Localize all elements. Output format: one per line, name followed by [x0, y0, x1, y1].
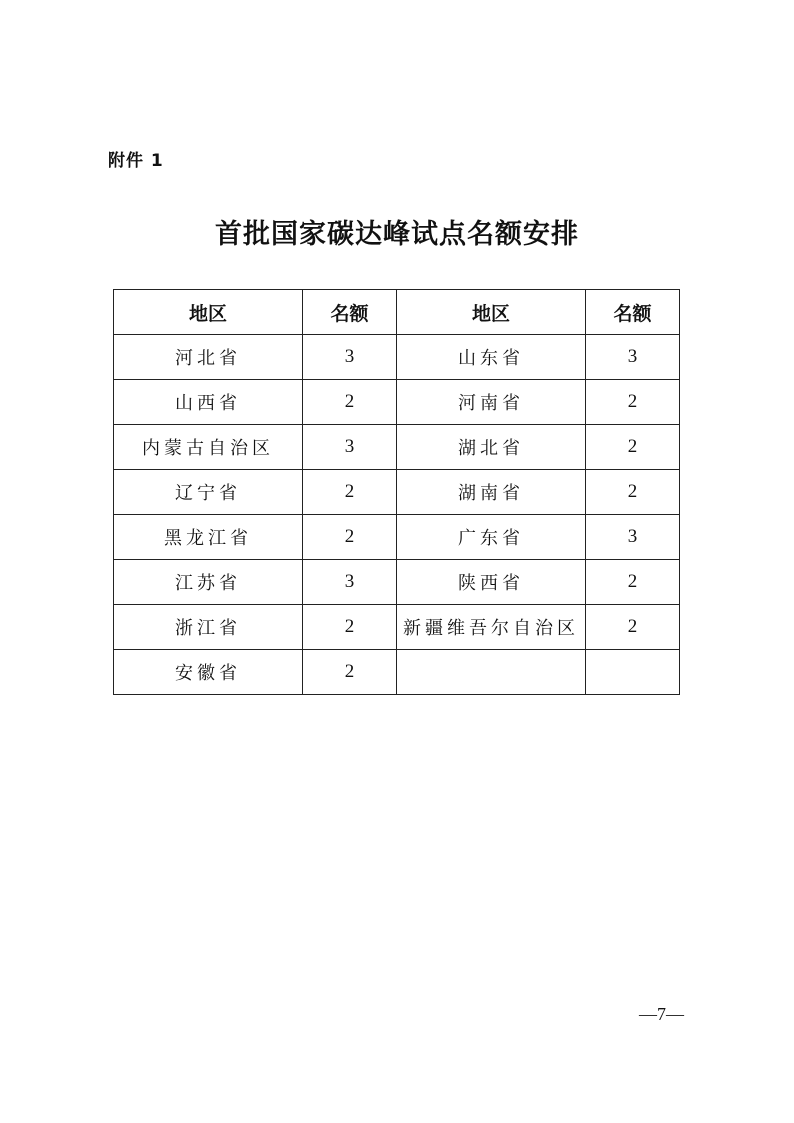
- table-row: [114, 335, 680, 380]
- region-cell: 安徽省: [114, 650, 303, 695]
- quota-cell: 2: [303, 470, 397, 515]
- page-number: —7—: [639, 1004, 684, 1024]
- quota-cell: 3: [303, 560, 397, 605]
- table-row: [114, 515, 680, 560]
- table-row: [114, 560, 680, 605]
- region-cell: 湖北省: [397, 425, 586, 470]
- region-cell: 江苏省: [114, 560, 303, 605]
- table-row: [114, 605, 680, 650]
- header-quota-right: 名额: [586, 290, 680, 335]
- region-cell: 陕西省: [397, 560, 586, 605]
- header-region-right: 地区: [397, 290, 586, 335]
- page-title: 首批国家碳达峰试点名额安排: [215, 219, 579, 250]
- quota-cell: 3: [586, 335, 680, 380]
- table-row: [114, 425, 680, 470]
- region-cell: 河南省: [397, 380, 586, 425]
- region-cell: 新疆维吾尔自治区: [397, 605, 586, 650]
- quota-cell: 2: [303, 605, 397, 650]
- region-cell: 黑龙江省: [114, 515, 303, 560]
- table-row: [114, 650, 680, 695]
- quota-cell: 2: [303, 650, 397, 695]
- quota-cell: [586, 650, 680, 695]
- quota-cell: 3: [303, 425, 397, 470]
- region-cell: 内蒙古自治区: [114, 425, 303, 470]
- table-row: [114, 380, 680, 425]
- attachment-label: 附件 1: [108, 151, 164, 171]
- region-cell: 浙江省: [114, 605, 303, 650]
- table-row: [114, 470, 680, 515]
- region-cell: 广东省: [397, 515, 586, 560]
- header-region-left: 地区: [114, 290, 303, 335]
- region-cell: 湖南省: [397, 470, 586, 515]
- quota-cell: 2: [586, 560, 680, 605]
- quota-cell: 2: [303, 380, 397, 425]
- quota-cell: 3: [586, 515, 680, 560]
- quota-cell: 2: [303, 515, 397, 560]
- region-cell: [397, 650, 586, 695]
- table-header-row: [114, 290, 680, 335]
- region-cell: 辽宁省: [114, 470, 303, 515]
- quota-cell: 3: [303, 335, 397, 380]
- quota-cell: 2: [586, 470, 680, 515]
- region-cell: 山东省: [397, 335, 586, 380]
- quota-cell: 2: [586, 605, 680, 650]
- region-cell: 河北省: [114, 335, 303, 380]
- header-quota-left: 名额: [303, 290, 397, 335]
- region-cell: 山西省: [114, 380, 303, 425]
- quota-cell: 2: [586, 425, 680, 470]
- quota-cell: 2: [586, 380, 680, 425]
- quota-table: [113, 289, 680, 695]
